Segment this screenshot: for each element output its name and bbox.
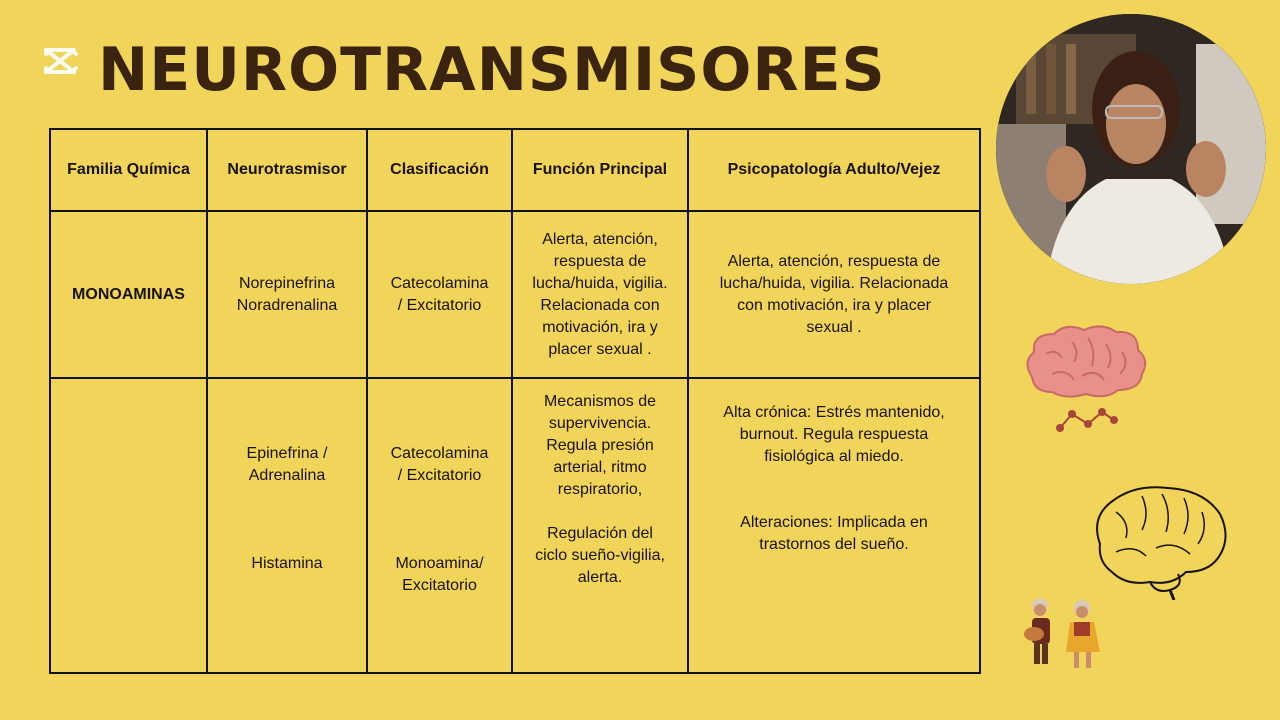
cell-neurotrasmisor: Norepinefrina Noradrenalina: [207, 211, 367, 378]
brain-diagram-icon: [1086, 482, 1232, 600]
cell-familia: [50, 378, 207, 673]
header-familia: Familia Química: [50, 129, 207, 211]
header-psicopatologia: Psicopatología Adulto/Vejez: [688, 129, 980, 211]
molecule-icon: [1052, 402, 1122, 436]
header-neurotrasmisor: Neurotrasmisor: [207, 129, 367, 211]
header-clasificacion: Clasificación: [367, 129, 512, 211]
cell-clasificacion: Catecolamina / Excitatorio: [367, 211, 512, 378]
capcut-logo-icon: [42, 44, 80, 78]
presenter-webcam: [996, 14, 1266, 284]
cell-clasificacion: Catecolamina / Excitatorio Monoamina/ Excitatorio: [367, 378, 512, 673]
cell-funcion: Alerta, atención, respuesta de lucha/huida, vigilia. Relacionada con motivación, ira y placer sexual .: [512, 211, 688, 378]
table-row: [50, 211, 980, 378]
header-funcion: Función Principal: [512, 129, 688, 211]
pink-brain-icon: [1022, 322, 1150, 402]
cell-neurotrasmisor: Epinefrina / Adrenalina Histamina: [207, 378, 367, 673]
table-row: [50, 378, 980, 673]
elderly-couple-dancing-icon: [1020, 596, 1106, 672]
cell-funcion: Mecanismos de supervivencia. Regula presión arterial, ritmo respiratorio, Regulación del ciclo sueño-vigilia, alerta.: [512, 378, 688, 673]
cell-psicopatologia: Alerta, atención, respuesta de lucha/huida, vigilia. Relacionada con motivación, ira y placer sexual .: [688, 211, 980, 378]
cell-familia: MONOAMINAS: [50, 211, 207, 378]
cell-psicopatologia: Alta crónica: Estrés mantenido, burnout. Regula respuesta fisiológica al miedo. Alteraciones: Implicada en trastornos del sueño.: [688, 378, 980, 673]
neurotransmitter-table: [49, 128, 981, 674]
page-title: NEUROTRANSMISORES: [98, 35, 886, 105]
